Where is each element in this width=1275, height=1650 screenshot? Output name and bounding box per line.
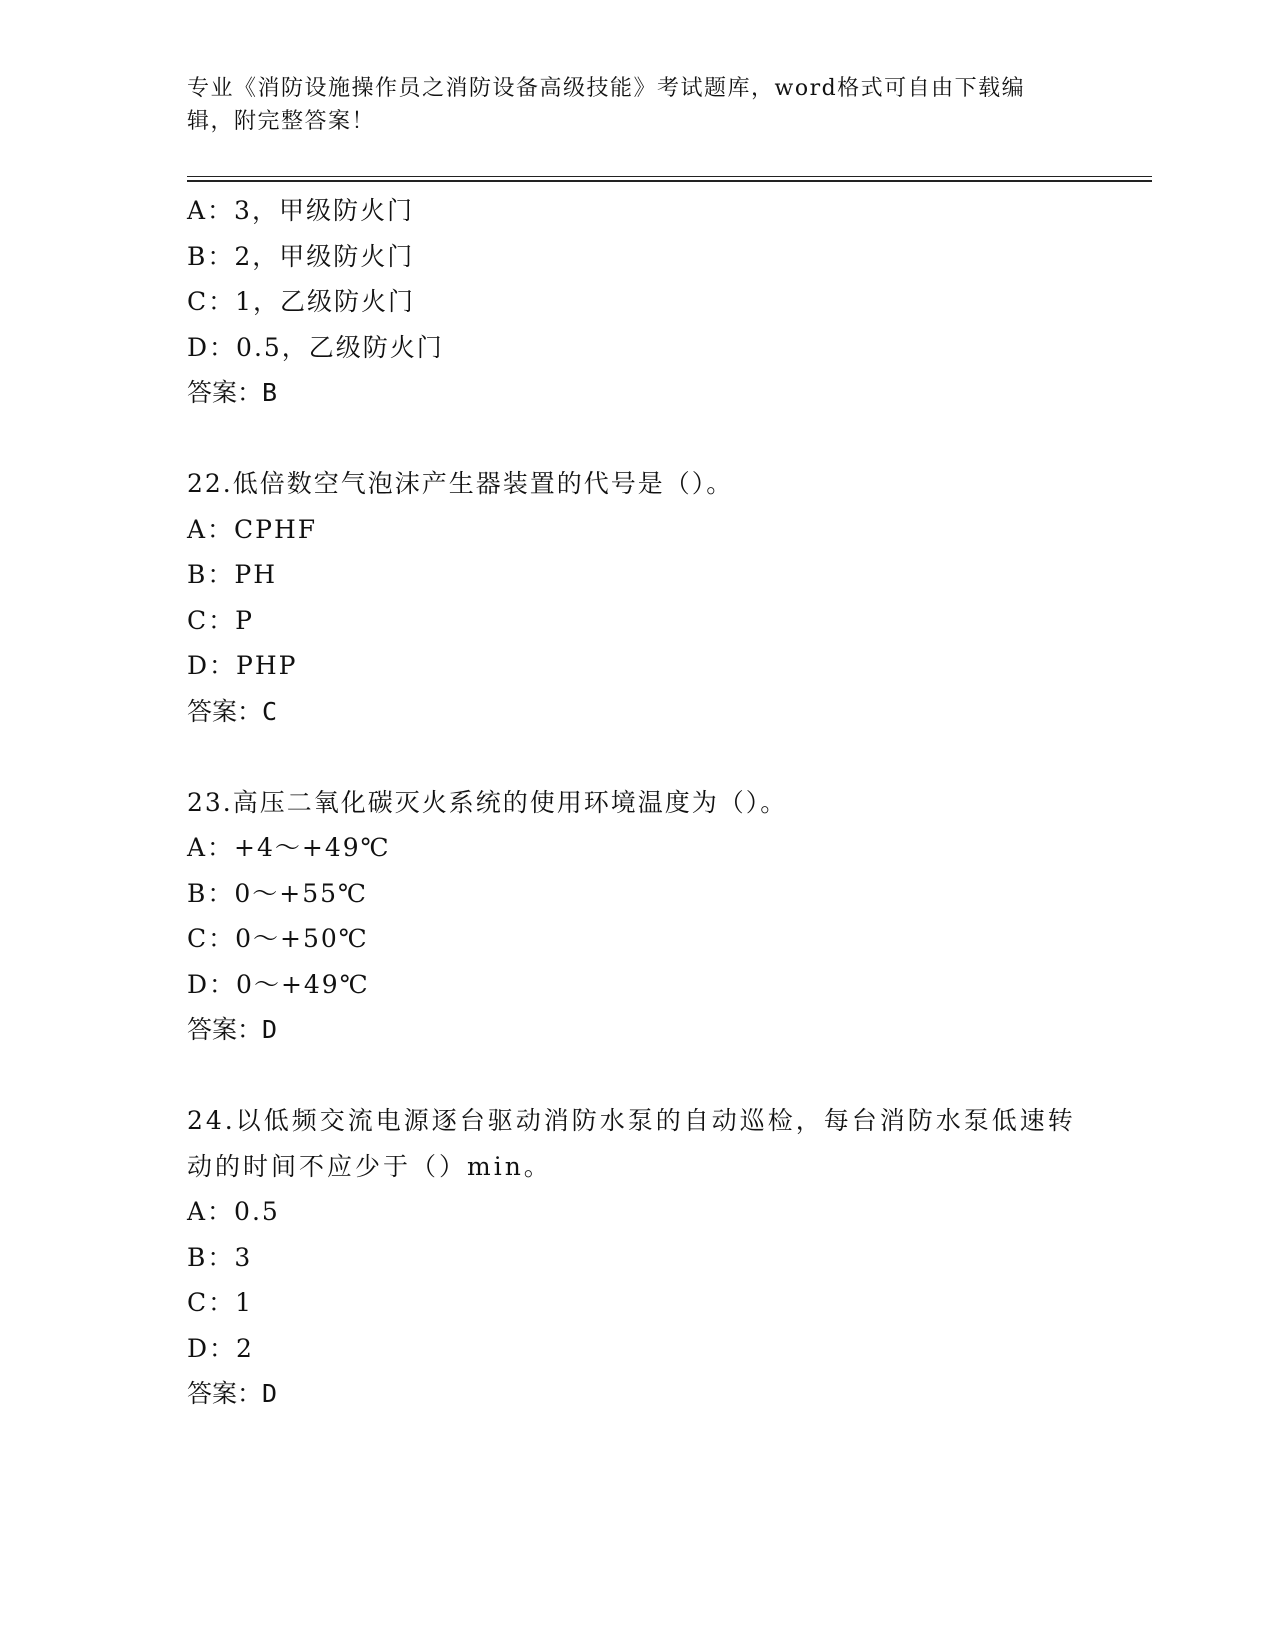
option-a: A：3，甲级防火门 (187, 196, 414, 225)
question-stem: 23.高压二氧化碳灭火系统的使用环境温度为（）。 (187, 787, 788, 817)
question-24 (187, 1098, 1087, 1417)
question-stem: 24.以低频交流电源逐台驱动消防水泵的自动巡检，每台消防水泵低速转动的时间不应少于（）min。 (187, 1106, 1076, 1181)
option-b: B：PH (187, 560, 277, 589)
header-divider (187, 176, 1152, 177)
option-a: A：0.5 (187, 1197, 280, 1226)
answer-line: 答案：D (187, 1379, 278, 1408)
option-b: B：3 (187, 1242, 253, 1272)
question-list (187, 188, 1087, 1417)
answer-line: 答案：C (187, 696, 278, 726)
option-c: C：0～+50℃ (187, 924, 369, 953)
question-21-continued (187, 188, 1087, 416)
question-22 (187, 461, 1087, 734)
option-d: D：2 (187, 1333, 254, 1363)
option-c: C：1 (187, 1288, 254, 1317)
option-d: D：0.5，乙级防火门 (187, 332, 444, 362)
option-c: C：P (187, 605, 254, 635)
option-a: A：+4～+49℃ (187, 833, 391, 862)
option-d: D：PHP (187, 651, 298, 680)
answer-line: 答案：D (187, 1015, 278, 1044)
option-d: D：0～+49℃ (187, 969, 370, 999)
answer-line: 答案：B (187, 378, 278, 407)
header-divider-thick (187, 180, 1152, 182)
question-stem: 22.低倍数空气泡沫产生器装置的代号是（）。 (187, 469, 734, 498)
option-a: A：CPHF (187, 514, 318, 544)
option-c: C：1，乙级防火门 (187, 287, 416, 316)
question-23 (187, 780, 1087, 1053)
option-b: B：0～+55℃ (187, 878, 369, 908)
option-b: B：2，甲级防火门 (187, 241, 415, 271)
document-header: 专业《消防设施操作员之消防设备高级技能》考试题库，word格式可自由下载编辑，附完整答案！ (187, 76, 1026, 134)
